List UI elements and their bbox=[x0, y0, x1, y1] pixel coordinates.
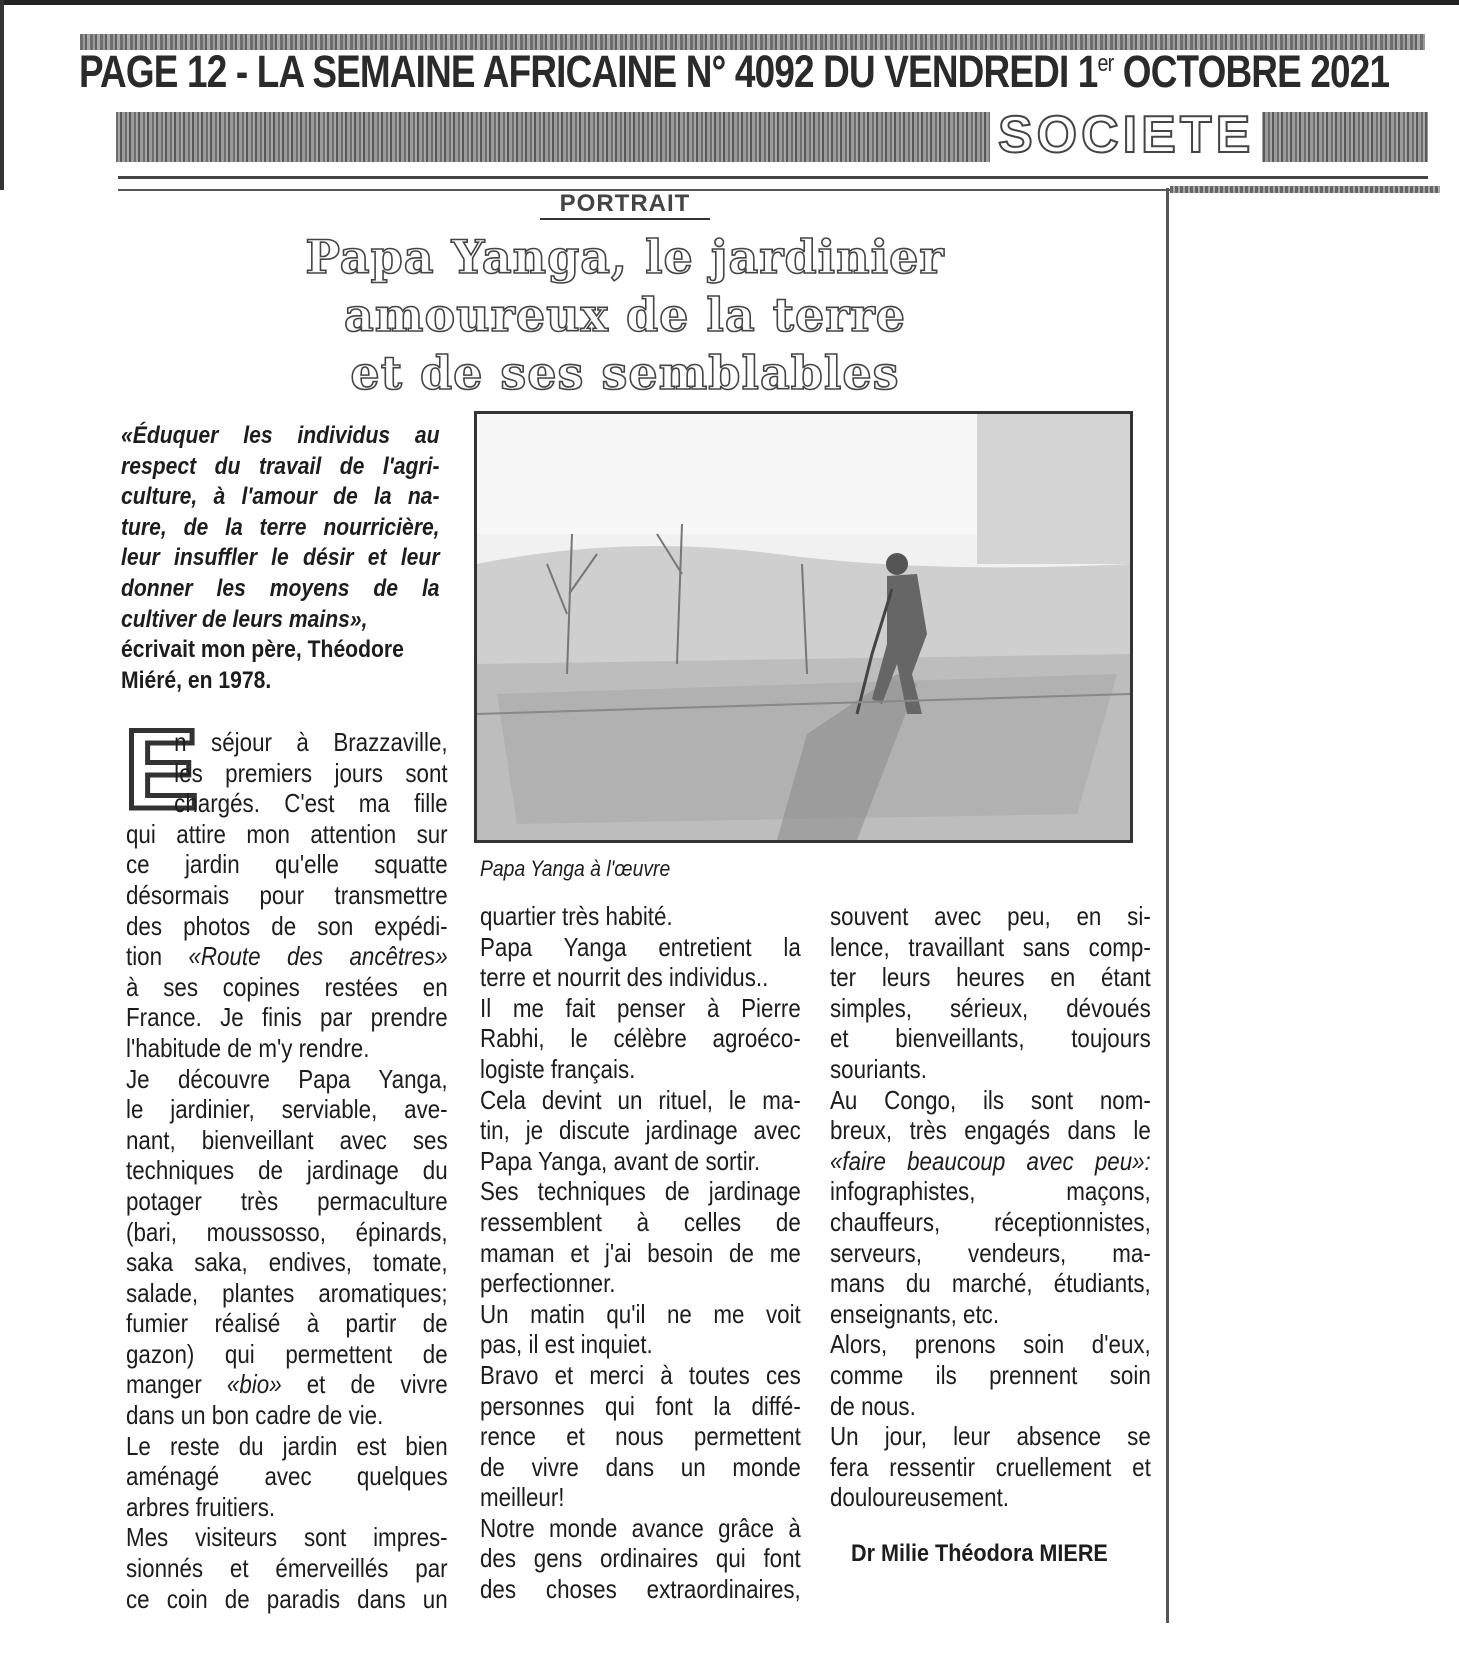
text-line bbox=[480, 1085, 801, 1116]
text: ce coin de paradis dans un bbox=[126, 1583, 448, 1614]
text: mans du marché, étudiants, bbox=[830, 1268, 1151, 1299]
text-line bbox=[121, 513, 440, 544]
article-column-1 bbox=[126, 727, 448, 1614]
text-line bbox=[830, 901, 1151, 932]
text-line bbox=[830, 1115, 1151, 1146]
text: tin, je discute jardinage avec bbox=[480, 1115, 801, 1146]
text-line bbox=[126, 1217, 448, 1248]
text: perfectionner. bbox=[480, 1268, 616, 1299]
text-line bbox=[830, 1360, 1151, 1391]
text-line bbox=[126, 1002, 448, 1033]
text-line bbox=[121, 421, 440, 452]
text: Papa Yanga, avant de sortir. bbox=[480, 1145, 761, 1176]
text-line bbox=[126, 1033, 448, 1064]
text: douloureusement. bbox=[830, 1482, 1010, 1513]
text: manger bbox=[126, 1369, 227, 1400]
article-column-3 bbox=[830, 901, 1151, 1513]
text: Au Congo, ils sont nom- bbox=[830, 1084, 1151, 1115]
text: de nous. bbox=[830, 1390, 916, 1421]
right-column-band bbox=[1170, 186, 1440, 193]
italic-text: respect du travail de l'agri- bbox=[121, 452, 440, 480]
text-line bbox=[480, 1268, 801, 1299]
text-line bbox=[126, 1339, 448, 1370]
text: enseignants, etc. bbox=[830, 1298, 1000, 1329]
text: Rabhi, le célèbre agroéco- bbox=[480, 1023, 801, 1054]
italic-text: leur insuffler le désir et leur bbox=[121, 544, 440, 572]
italic-text: culture, à l'amour de la na- bbox=[121, 483, 440, 511]
article-photo bbox=[474, 411, 1133, 843]
text: Ses techniques de jardinage bbox=[480, 1176, 801, 1207]
text-line bbox=[480, 993, 801, 1024]
garden-photo-image bbox=[477, 414, 1130, 840]
text-line bbox=[480, 1023, 801, 1054]
text: breux, très engagés dans le bbox=[830, 1115, 1151, 1146]
text-line bbox=[126, 1369, 448, 1400]
text-line bbox=[480, 1391, 801, 1422]
text-line bbox=[126, 972, 448, 1003]
text-line bbox=[480, 1176, 801, 1207]
text: ter leurs heures en étant bbox=[830, 962, 1151, 993]
text: saka saka, endives, tomate, bbox=[126, 1247, 448, 1278]
text: qui attire mon attention sur bbox=[126, 818, 448, 849]
text-line bbox=[480, 1574, 801, 1605]
text: (bari, moussosso, épinards, bbox=[126, 1216, 448, 1247]
text-line bbox=[121, 452, 440, 483]
text-line bbox=[830, 1299, 1151, 1330]
text: simples, sérieux, dévoués bbox=[830, 992, 1151, 1023]
italic-text: «faire beaucoup avec peu»: bbox=[830, 1145, 1151, 1176]
text: maman et j'ai besoin de me bbox=[480, 1237, 801, 1268]
text: chauffeurs, réceptionnistes, bbox=[830, 1206, 1151, 1237]
text: France. Je finis par prendre bbox=[126, 1002, 448, 1033]
scan-edge-left bbox=[0, 0, 4, 190]
text: souvent avec peu, en si- bbox=[830, 901, 1151, 931]
text-line bbox=[480, 901, 801, 932]
text-line bbox=[480, 1329, 801, 1360]
text-line bbox=[480, 1115, 801, 1146]
page-header bbox=[79, 46, 1432, 108]
text: rence et nous permettent bbox=[480, 1421, 801, 1452]
text: Un matin qu'il ne me voit bbox=[480, 1298, 801, 1329]
text-line bbox=[121, 666, 440, 697]
text: Bravo et merci à toutes ces bbox=[480, 1359, 801, 1390]
text-line bbox=[480, 1482, 801, 1513]
text: potager très permaculture bbox=[126, 1185, 448, 1216]
text-line bbox=[126, 1400, 448, 1431]
italic-text: «Éduquer les individus au bbox=[121, 422, 440, 449]
article-title-line: et de ses semblables bbox=[350, 346, 900, 400]
text-line bbox=[126, 1125, 448, 1156]
header-sup: er bbox=[1097, 50, 1114, 77]
text-line bbox=[830, 1207, 1151, 1238]
text-line bbox=[480, 1238, 801, 1269]
text: de vivre dans un monde bbox=[480, 1451, 801, 1482]
text-line bbox=[480, 1299, 801, 1330]
text-line bbox=[480, 1513, 801, 1544]
text: et bienveillants, toujours bbox=[830, 1023, 1151, 1054]
article-kicker: PORTRAIT bbox=[540, 190, 710, 220]
text: comme ils prennent soin bbox=[830, 1359, 1151, 1390]
text: des photos de son expédi- bbox=[126, 910, 448, 941]
text-line bbox=[830, 993, 1151, 1024]
text: chargés. C'est ma fille bbox=[174, 788, 448, 819]
text: serveurs, vendeurs, ma- bbox=[830, 1237, 1151, 1268]
text-line bbox=[480, 962, 801, 993]
text-line bbox=[480, 1054, 801, 1085]
text: Mes visiteurs sont impres- bbox=[126, 1522, 448, 1553]
text-line bbox=[121, 543, 440, 574]
text-line bbox=[126, 941, 448, 972]
text-line bbox=[126, 1247, 448, 1278]
section-label: SOCIETE bbox=[990, 106, 1262, 164]
text: Le reste du jardin est bien bbox=[126, 1430, 448, 1461]
text-line bbox=[830, 1146, 1151, 1177]
text: sionnés et émerveillés par bbox=[126, 1553, 448, 1584]
text-line bbox=[126, 1278, 448, 1309]
text-line bbox=[126, 1492, 448, 1523]
text-line bbox=[830, 1329, 1151, 1360]
text-line bbox=[480, 932, 801, 963]
text: meilleur! bbox=[480, 1482, 565, 1513]
text-line bbox=[126, 727, 448, 758]
text: des gens ordinaires qui font bbox=[480, 1543, 801, 1574]
text: souriants. bbox=[830, 1053, 927, 1084]
text: n séjour à Brazzaville, bbox=[174, 727, 448, 757]
header-text: PAGE 12 - LA SEMAINE AFRICAINE N° 4092 DU VENDREDI 1 bbox=[79, 46, 1098, 97]
text-line bbox=[480, 1146, 801, 1177]
text-line bbox=[126, 1584, 448, 1615]
text-line bbox=[126, 1461, 448, 1492]
header-date: OCTOBRE 2021 bbox=[1113, 46, 1390, 97]
text: Un jour, leur absence se bbox=[830, 1421, 1151, 1452]
text-line bbox=[830, 932, 1151, 963]
drop-cap: E bbox=[124, 707, 199, 832]
text: des choses extraordinaires, bbox=[480, 1574, 801, 1605]
text-line bbox=[121, 482, 440, 513]
article-column-2 bbox=[480, 901, 801, 1605]
text-line bbox=[480, 1360, 801, 1391]
text: salade, plantes aromatiques; bbox=[126, 1277, 448, 1308]
text-line bbox=[480, 1543, 801, 1574]
text: aménagé avec quelques bbox=[126, 1461, 448, 1492]
text: ressemblent à celles de bbox=[480, 1206, 801, 1237]
author-signature: Dr Milie Théodora MIERE bbox=[851, 1540, 1108, 1567]
text-line bbox=[126, 1064, 448, 1095]
text: les premiers jours sont bbox=[174, 757, 448, 788]
text-line bbox=[830, 1391, 1151, 1422]
text-line bbox=[121, 574, 440, 605]
text: l'habitude de m'y rendre. bbox=[126, 1032, 370, 1063]
text: Alors, prenons soin d'eux, bbox=[830, 1329, 1151, 1360]
text-line bbox=[126, 1094, 448, 1125]
text-line bbox=[126, 849, 448, 880]
text: Il me fait penser à Pierre bbox=[480, 992, 801, 1023]
italic-text: donner les moyens de la bbox=[121, 574, 440, 602]
italic-text: cultiver de leurs mains», bbox=[121, 605, 368, 633]
text-line bbox=[126, 1522, 448, 1553]
text-line bbox=[126, 1155, 448, 1186]
text-line bbox=[480, 1421, 801, 1452]
text: techniques de jardinage du bbox=[126, 1155, 448, 1186]
text-line bbox=[126, 1186, 448, 1217]
text-line bbox=[830, 1176, 1151, 1207]
text-line bbox=[126, 880, 448, 911]
article-title-line: amoureux de la terre bbox=[344, 288, 906, 342]
text-line bbox=[830, 1023, 1151, 1054]
text-line bbox=[830, 1452, 1151, 1483]
photo-caption: Papa Yanga à l'œuvre bbox=[480, 856, 671, 881]
text: Notre monde avance grâce à bbox=[480, 1512, 801, 1543]
text: à ses copines restées en bbox=[126, 971, 448, 1002]
text: tion bbox=[126, 941, 189, 972]
text-line bbox=[121, 605, 440, 636]
text-line bbox=[126, 1431, 448, 1462]
text: Miéré, en 1978. bbox=[121, 666, 272, 694]
text: fumier réalisé à partir de bbox=[126, 1308, 448, 1339]
text: Je découvre Papa Yanga, bbox=[126, 1063, 448, 1094]
text: gazon) qui permettent de bbox=[126, 1338, 448, 1369]
article-title-line: Papa Yanga, le jardinier bbox=[305, 230, 945, 284]
text-line bbox=[830, 1054, 1151, 1085]
text: et de vivre bbox=[281, 1369, 448, 1400]
text-line bbox=[830, 1238, 1151, 1269]
text-line bbox=[830, 1268, 1151, 1299]
text-line bbox=[126, 819, 448, 850]
text-line bbox=[121, 635, 440, 666]
scan-edge bbox=[0, 0, 1459, 5]
text-line bbox=[126, 788, 448, 819]
text-line bbox=[480, 1207, 801, 1238]
text-line bbox=[126, 758, 448, 789]
italic-text: ture, de la terre nourricière, bbox=[121, 513, 440, 541]
text: Cela devint un rituel, le ma- bbox=[480, 1084, 801, 1115]
text-line bbox=[126, 1308, 448, 1339]
italic-text: «Route des ancêtres» bbox=[188, 941, 448, 972]
text: arbres fruitiers. bbox=[126, 1491, 276, 1522]
text: écrivait mon père, Théodore bbox=[121, 636, 404, 664]
text-line bbox=[126, 911, 448, 942]
text-line bbox=[830, 962, 1151, 993]
text: pas, il est inquiet. bbox=[480, 1329, 653, 1360]
italic-text: «bio» bbox=[226, 1369, 282, 1400]
text: fera ressentir cruellement et bbox=[830, 1451, 1151, 1482]
text: infographistes, maçons, bbox=[830, 1176, 1151, 1207]
text-line bbox=[830, 1482, 1151, 1513]
text: personnes qui font la diffé- bbox=[480, 1390, 801, 1421]
text-line bbox=[830, 1085, 1151, 1116]
article-intro-quote bbox=[121, 421, 440, 696]
text-line bbox=[480, 1452, 801, 1483]
text-line bbox=[126, 1553, 448, 1584]
text: terre et nourrit des individus.. bbox=[480, 962, 769, 993]
text: Papa Yanga entretient la bbox=[480, 931, 801, 962]
text: lence, travaillant sans comp- bbox=[830, 931, 1151, 962]
text: désormais pour transmettre bbox=[126, 879, 448, 910]
text: le jardinier, serviable, ave- bbox=[126, 1094, 448, 1125]
text: nant, bienveillant avec ses bbox=[126, 1124, 448, 1155]
text: logiste français. bbox=[480, 1053, 636, 1084]
text: dans un bon cadre de vie. bbox=[126, 1400, 384, 1431]
text: ce jardin qu'elle squatte bbox=[126, 849, 448, 880]
text-line bbox=[830, 1421, 1151, 1452]
text: quartier très habité. bbox=[480, 901, 673, 931]
column-rule bbox=[1166, 188, 1169, 1623]
